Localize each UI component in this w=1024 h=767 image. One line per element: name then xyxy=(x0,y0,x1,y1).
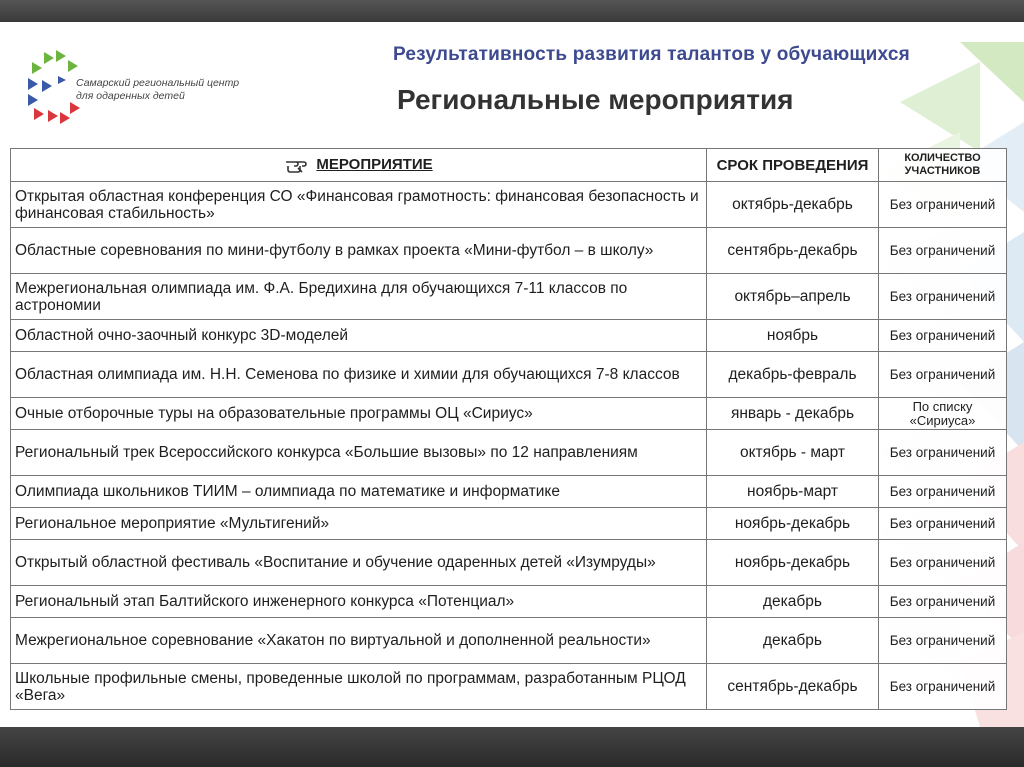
date-cell: декабрь-февраль xyxy=(707,352,879,398)
date-cell: январь - декабрь xyxy=(707,398,879,430)
event-cell: Школьные профильные смены, проведенные школой по программам, разработанным РЦОД «Вега» xyxy=(11,664,707,710)
slide-title: Региональные мероприятия xyxy=(397,84,794,115)
logo-text-line1: Самарский региональный центр xyxy=(76,77,240,89)
table-row xyxy=(11,508,1007,540)
window-frame-bottom xyxy=(0,727,1024,767)
date-cell: декабрь xyxy=(707,586,879,618)
participants-cell: Без ограничений xyxy=(879,320,1007,352)
pointing-hand-icon xyxy=(284,156,310,174)
window-frame-top xyxy=(0,0,1024,22)
participants-cell: Без ограничений xyxy=(879,274,1007,320)
date-cell: декабрь xyxy=(707,618,879,664)
event-cell: Областные соревнования по мини-футболу в рамках проекта «Мини-футбол – в школу» xyxy=(11,228,707,274)
table-row xyxy=(11,182,1007,228)
event-cell: Очные отборочные туры на образовательные программы ОЦ «Сириус» xyxy=(11,398,707,430)
events-table xyxy=(10,148,1007,710)
date-cell: ноябрь-декабрь xyxy=(707,508,879,540)
participants-cell: Без ограничений xyxy=(879,508,1007,540)
event-cell: Областной очно-заочный конкурс 3D-моделей xyxy=(11,320,707,352)
participants-cell: Без ограничений xyxy=(879,476,1007,508)
header-event-label[interactable]: МЕРОПРИЯТИЕ xyxy=(316,155,433,173)
participants-cell: Без ограничений xyxy=(879,182,1007,228)
table-row xyxy=(11,664,1007,710)
event-cell: Открытый областной фестиваль «Воспитание и обучение одаренных детей «Изумруды» xyxy=(11,540,707,586)
table-row xyxy=(11,586,1007,618)
event-cell: Межрегиональная олимпиада им. Ф.А. Бредихина для обучающихся 7-11 классов по астрономии xyxy=(11,274,707,320)
date-cell: октябрь-декабрь xyxy=(707,182,879,228)
event-cell: Региональный этап Балтийского инженерного конкурса «Потенциал» xyxy=(11,586,707,618)
table-header-row xyxy=(11,149,1007,182)
table-row xyxy=(11,274,1007,320)
participants-cell: Без ограничений xyxy=(879,664,1007,710)
date-cell: ноябрь xyxy=(707,320,879,352)
date-cell: ноябрь-март xyxy=(707,476,879,508)
table-row xyxy=(11,476,1007,508)
header-count: КОЛИЧЕСТВО УЧАСТНИКОВ xyxy=(879,149,1007,182)
participants-cell: Без ограничений xyxy=(879,352,1007,398)
table-row xyxy=(11,618,1007,664)
event-cell: Олимпиада школьников ТИИМ – олимпиада по математике и информатике xyxy=(11,476,707,508)
event-cell: Областная олимпиада им. Н.Н. Семенова по физике и химии для обучающихся 7-8 классов xyxy=(11,352,707,398)
table-row xyxy=(11,430,1007,476)
deco-triangle xyxy=(900,62,980,152)
event-cell: Региональное мероприятие «Мультигений» xyxy=(11,508,707,540)
participants-cell: Без ограничений xyxy=(879,228,1007,274)
table-row xyxy=(11,320,1007,352)
table-row xyxy=(11,228,1007,274)
logo-caption xyxy=(76,77,239,103)
participants-cell: Без ограничений xyxy=(879,430,1007,476)
header-date: СРОК ПРОВЕДЕНИЯ xyxy=(707,149,879,182)
event-cell: Открытая областная конференция СО «Финансовая грамотность: финансовая безопасность и финансовая стабильность» xyxy=(11,182,707,228)
date-cell: октябрь - март xyxy=(707,430,879,476)
slide-subtitle: Результативность развития талантов у обучающихся xyxy=(393,44,910,65)
header-event[interactable] xyxy=(11,149,707,182)
logo-text-line2: для одаренных детей xyxy=(76,90,185,102)
date-cell: октябрь–апрель xyxy=(707,274,879,320)
participants-cell: Без ограничений xyxy=(879,540,1007,586)
date-cell: сентябрь-декабрь xyxy=(707,228,879,274)
date-cell: ноябрь-декабрь xyxy=(707,540,879,586)
date-cell: сентябрь-декабрь xyxy=(707,664,879,710)
event-cell: Региональный трек Всероссийского конкурса «Большие вызовы» по 12 направлениям xyxy=(11,430,707,476)
slide xyxy=(0,22,1024,727)
table-row xyxy=(11,398,1007,430)
participants-cell: По списку «Сириуса» xyxy=(879,398,1007,430)
participants-cell: Без ограничений xyxy=(879,586,1007,618)
participants-cell: Без ограничений xyxy=(879,618,1007,664)
table-row xyxy=(11,540,1007,586)
event-cell: Межрегиональное соревнование «Хакатон по виртуальной и дополненной реальности» xyxy=(11,618,707,664)
table-row xyxy=(11,352,1007,398)
